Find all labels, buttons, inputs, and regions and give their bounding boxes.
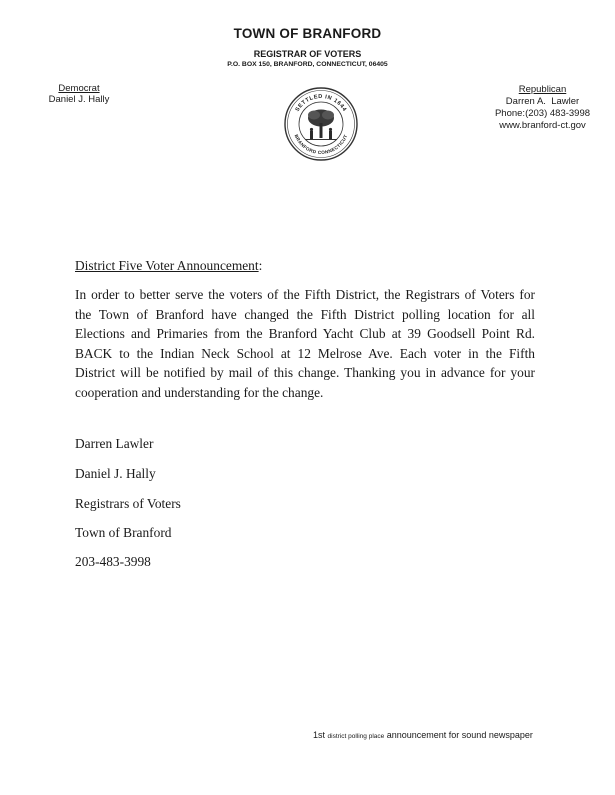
republican-name: Darren A. Lawler (505, 96, 580, 107)
seal-text-top: SETTLED IN 1644 (294, 93, 348, 113)
body-line: BACK to the Indian Neck School at 12 Melrose Ave. Each voter in the Fifth (75, 345, 535, 361)
body-line: the Town of Branford have changed the Fifth District polling location for all (75, 306, 535, 322)
signature-name-1: Darren Lawler (75, 436, 154, 451)
democrat-label: Democrat (58, 83, 100, 94)
footer-part-3: announcement for sound newspaper (384, 730, 533, 740)
announcement-heading (75, 258, 262, 274)
republican-label: Republican (518, 84, 567, 95)
website-link[interactable]: www.branford-ct.gov (499, 120, 586, 131)
body-line: In order to better serve the voters of the Fifth District, the Registrars of Voters for (75, 287, 535, 302)
footer-part-2: district polling place (327, 733, 385, 740)
town-seal-icon (283, 86, 359, 162)
body-line: cooperation and understanding for the change. (75, 384, 324, 400)
republican-registrar (490, 84, 595, 132)
footer-note (313, 730, 533, 740)
democrat-registrar (24, 83, 134, 105)
republican-phone: Phone:(203) 483-3998 (494, 108, 591, 119)
seal-text-bottom: BRANFORD CONNECTICUT (293, 133, 349, 156)
announcement-heading-colon: : (258, 258, 263, 273)
body-line: District will be notified by mail of this change. Thanking you in advance for your (75, 365, 535, 381)
signature-phone: 203-483-3998 (75, 554, 151, 569)
signature-org: Town of Branford (75, 525, 172, 540)
registrar-title: REGISTRAR OF VOTERS (253, 49, 362, 59)
body-line: Elections and Primaries from the Branford Yacht Club at 39 Goodsell Point Rd. (75, 326, 535, 342)
signature-name-2: Daniel J. Hally (75, 466, 156, 481)
signature-title: Registrars of Voters (75, 496, 181, 511)
announcement-heading-text: District Five Voter Announcement (75, 258, 259, 273)
footer-part-1: 1st (313, 730, 328, 740)
mailing-address: P.O. BOX 150, BRANFORD, CONNECTICUT, 06405 (227, 61, 388, 68)
town-title: TOWN OF BRANFORD (233, 26, 382, 41)
announcement-body (75, 285, 535, 403)
democrat-name: Daniel J. Hally (48, 94, 110, 105)
town-seal (283, 86, 359, 162)
